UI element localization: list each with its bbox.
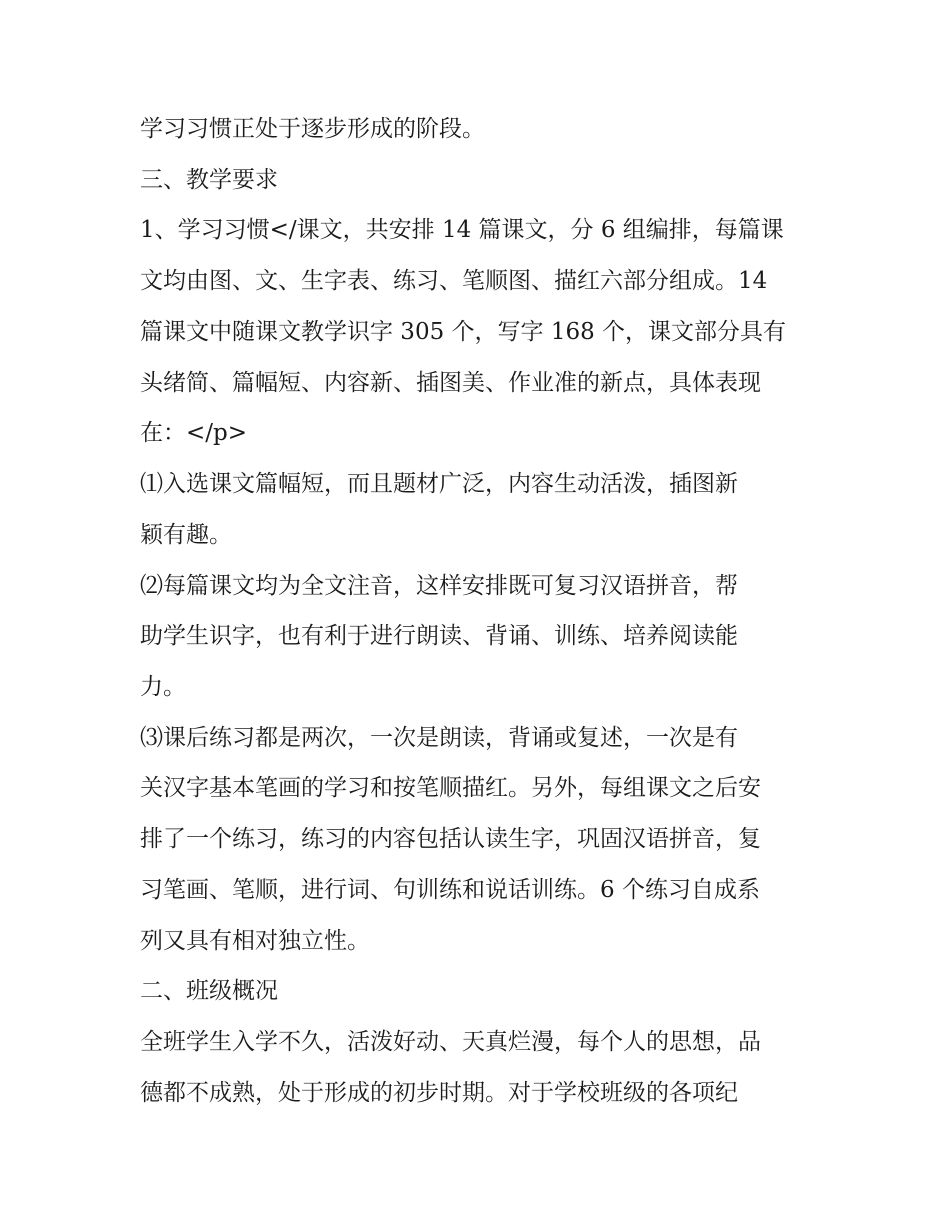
text-line: ⑴入选课文篇幅短，而且题材广泛，内容生动活泼，插图新 [140,471,738,497]
text-line: 关汉字基本笔画的学习和按笔顺描红。另外，每组课文之后安 [140,775,761,801]
text-line: 列又具有相对独立性。 [140,928,370,954]
text-line: 在：</p> [140,420,248,446]
text-line: ⑶课后练习都是两次，一次是朗读，背诵或复述，一次是有 [140,725,738,751]
text-line: ⑵每篇课文均为全文注音，这样安排既可复习汉语拼音，帮 [140,573,738,599]
text-line: 排了一个练习，练习的内容包括认读生字，巩固汉语拼音，复 [140,826,761,852]
section-heading: 二、班级概况 [140,978,278,1004]
text-line: 学习习惯正处于逐步形成的阶段。 [140,116,485,142]
text-line: 助学生识字，也有利于进行朗读、背诵、训练、培养阅读能 [140,623,738,649]
text-line: 文均由图、文、生字表、练习、笔顺图、描红六部分组成。14 [140,268,768,294]
text-line: 1、学习习惯</课文，共安排 14 篇课文，分 6 组编排，每篇课 [140,217,784,243]
text-line: 德都不成熟，处于形成的初步时期。对于学校班级的各项纪 [140,1080,738,1106]
text-line: 颖有趣。 [140,522,232,548]
section-heading: 三、教学要求 [140,167,278,193]
text-line: 头绪简、篇幅短、内容新、插图美、作业准的新点，具体表现 [140,370,761,396]
text-line: 力。 [140,674,186,700]
text-line: 习笔画、笔顺，进行词、句训练和说话训练。6 个练习自成系 [140,877,760,903]
text-line: 篇课文中随课文教学识字 305 个，写字 168 个，课文部分具有 [140,319,787,345]
text-line: 全班学生入学不久，活泼好动、天真烂漫，每个人的思想，品 [140,1029,761,1055]
